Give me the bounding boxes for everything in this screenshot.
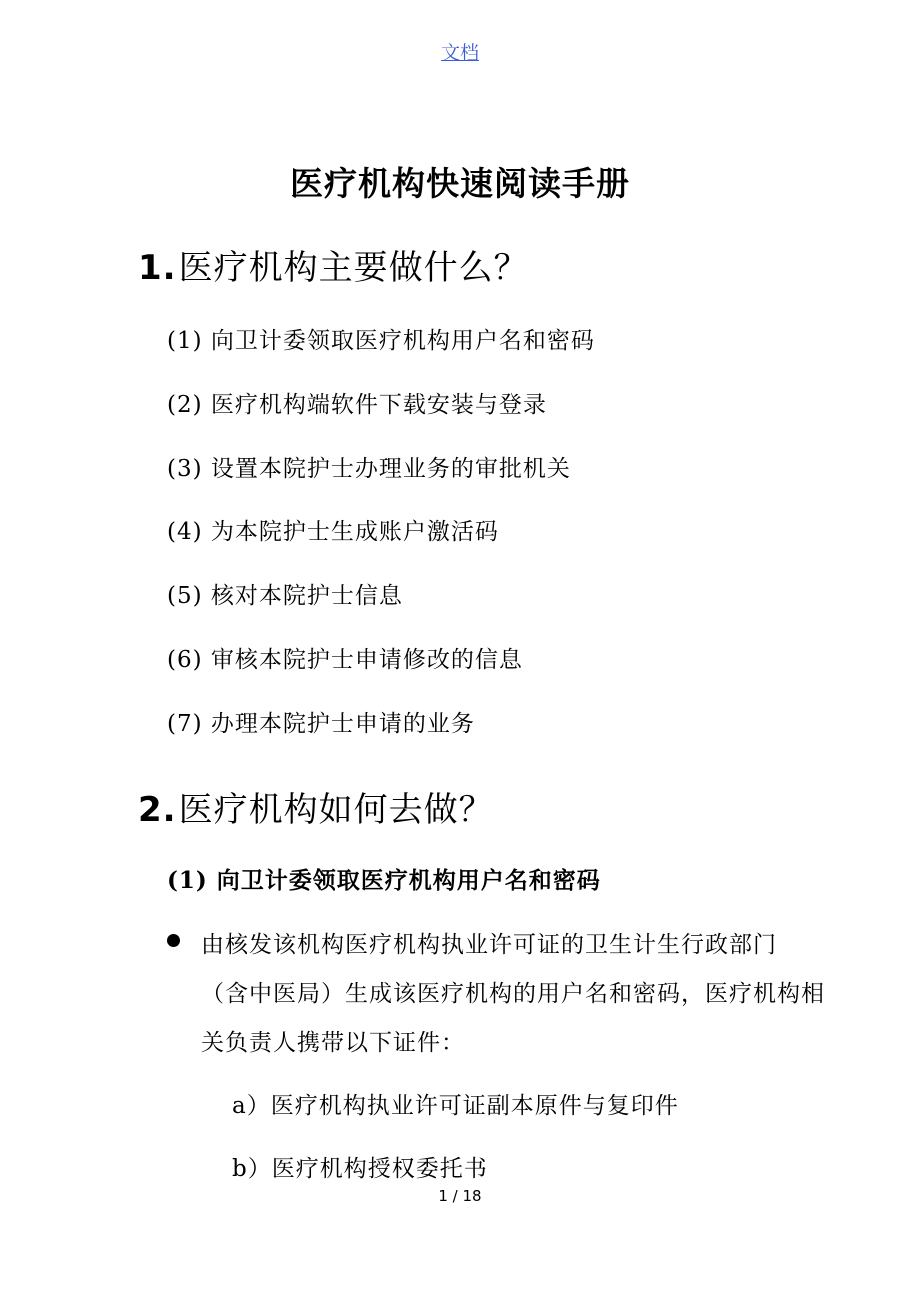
section-1-heading xyxy=(138,240,529,289)
section-1-title: 医疗机构主要做什么？ xyxy=(178,248,529,288)
list-item: (6) 审核本院护士申请修改的信息 xyxy=(167,647,523,673)
page-number: 1 / 18 xyxy=(438,1187,482,1205)
bullet-text-line: 由核发该机构医疗机构执业许可证的卫生计生行政部门 xyxy=(201,932,777,958)
list-item: (5) 核对本院护士信息 xyxy=(167,583,403,609)
section-2-number: 2. xyxy=(138,790,177,830)
section-2-heading xyxy=(138,782,494,831)
bullet-text-line: 关负责人携带以下证件： xyxy=(201,1030,465,1056)
bullet-text-line: （含中医局）生成该医疗机构的用户名和密码，医疗机构相 xyxy=(201,981,825,1007)
section-1-number: 1. xyxy=(138,248,177,288)
section-2-subheading: (1) 向卫计委领取医疗机构用户名和密码 xyxy=(167,867,601,894)
section-2-title: 医疗机构如何去做？ xyxy=(178,790,494,830)
list-item: (4) 为本院护士生成账户激活码 xyxy=(167,519,499,545)
header-document-link[interactable]: 文档 xyxy=(440,42,479,64)
sub-list-item: b）医疗机构授权委托书 xyxy=(232,1156,488,1182)
document-title: 医疗机构快速阅读手册 xyxy=(290,164,630,203)
list-item: (2) 医疗机构端软件下载安装与登录 xyxy=(167,392,547,418)
sub-list-item: a）医疗机构执业许可证副本原件与复印件 xyxy=(232,1093,679,1119)
list-item: (3) 设置本院护士办理业务的审批机关 xyxy=(167,456,571,482)
list-item: (7) 办理本院护士申请的业务 xyxy=(167,711,475,737)
bullet-icon xyxy=(167,934,180,947)
list-item: (1) 向卫计委领取医疗机构用户名和密码 xyxy=(167,328,595,354)
